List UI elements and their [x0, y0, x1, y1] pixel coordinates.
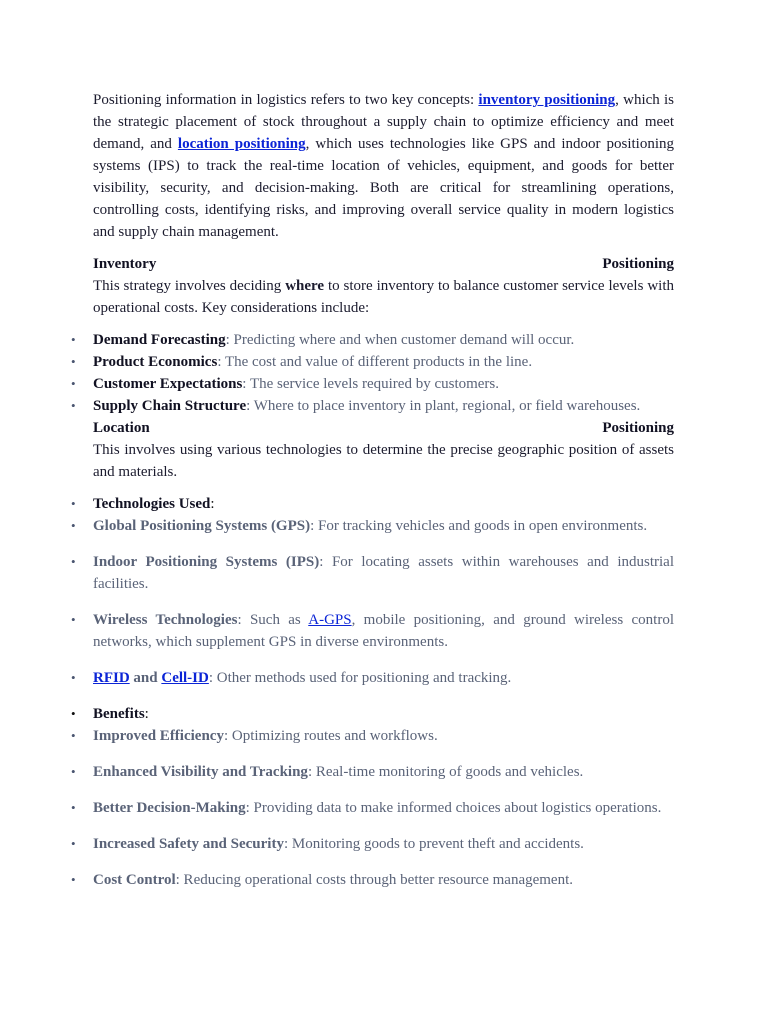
inventory-positioning-link[interactable]: inventory positioning [478, 92, 616, 108]
list-item: • Better Decision-Making: Providing data to make informed choices about logistics operations. [93, 797, 674, 819]
inventory-paragraph: This strategy involves deciding where to store inventory to balance customer service levels with operational costs. Key considerations include: [93, 278, 674, 316]
list-item: • Wireless Technologies: Such as A-GPS, mobile positioning, and ground wireless control networks, which supplement GPS in diverse environments. [93, 609, 674, 653]
technologies-list [93, 493, 674, 689]
a-gps-link[interactable]: A-GPS [308, 612, 352, 628]
list-item: • Product Economics: The cost and value of different products in the line. [93, 351, 674, 373]
cell-id-link[interactable]: Cell-ID [161, 670, 209, 686]
inventory-considerations-list [93, 329, 674, 417]
list-item: • Global Positioning Systems (GPS): For tracking vehicles and goods in open environments. [93, 515, 674, 537]
intro-paragraph: Positioning information in logistics refers to two key concepts: inventory positioning, which is the strategic placement of stock throughout a supply chain to optimize efficiency and meet demand, and location positioning, which uses technologies like GPS and indoor positioning systems (IPS) to track the real-time location of vehicles, equipment, and goods for better visibility, security, and decision-making. Both are critical for streamlining operations, controlling costs, identifying risks, and improving overall service quality in modern logistics and supply chain management. [93, 92, 675, 240]
list-item: • Technologies Used: [93, 493, 674, 515]
benefits-list [93, 703, 674, 891]
list-item: • Increased Safety and Security: Monitoring goods to prevent theft and accidents. [93, 833, 674, 855]
list-item: • Supply Chain Structure: Where to place inventory in plant, regional, or field warehouses. [93, 395, 674, 417]
inventory-positioning-heading: Inventory Positioning [93, 256, 674, 272]
document-body [93, 89, 674, 891]
list-item: • Demand Forecasting: Predicting where and when customer demand will occur. [93, 329, 674, 351]
location-positioning-heading: Location Positioning [93, 420, 674, 436]
list-item: • Cost Control: Reducing operational costs through better resource management. [93, 869, 674, 891]
list-item: • Indoor Positioning Systems (IPS): For locating assets within warehouses and industrial facilities. [93, 551, 674, 595]
list-item: • Enhanced Visibility and Tracking: Real-time monitoring of goods and vehicles. [93, 761, 674, 783]
location-positioning-link[interactable]: location positioning [177, 136, 306, 152]
rfid-link[interactable]: RFID [93, 670, 130, 686]
list-item: • Benefits: [93, 703, 674, 725]
list-item: • Customer Expectations: The service levels required by customers. [93, 373, 674, 395]
list-item: • Improved Efficiency: Optimizing routes and workflows. [93, 725, 674, 747]
list-item: • RFID and Cell-ID: Other methods used for positioning and tracking. [93, 667, 674, 689]
location-paragraph: This involves using various technologies to determine the precise geographic position of assets and materials. [93, 442, 674, 480]
